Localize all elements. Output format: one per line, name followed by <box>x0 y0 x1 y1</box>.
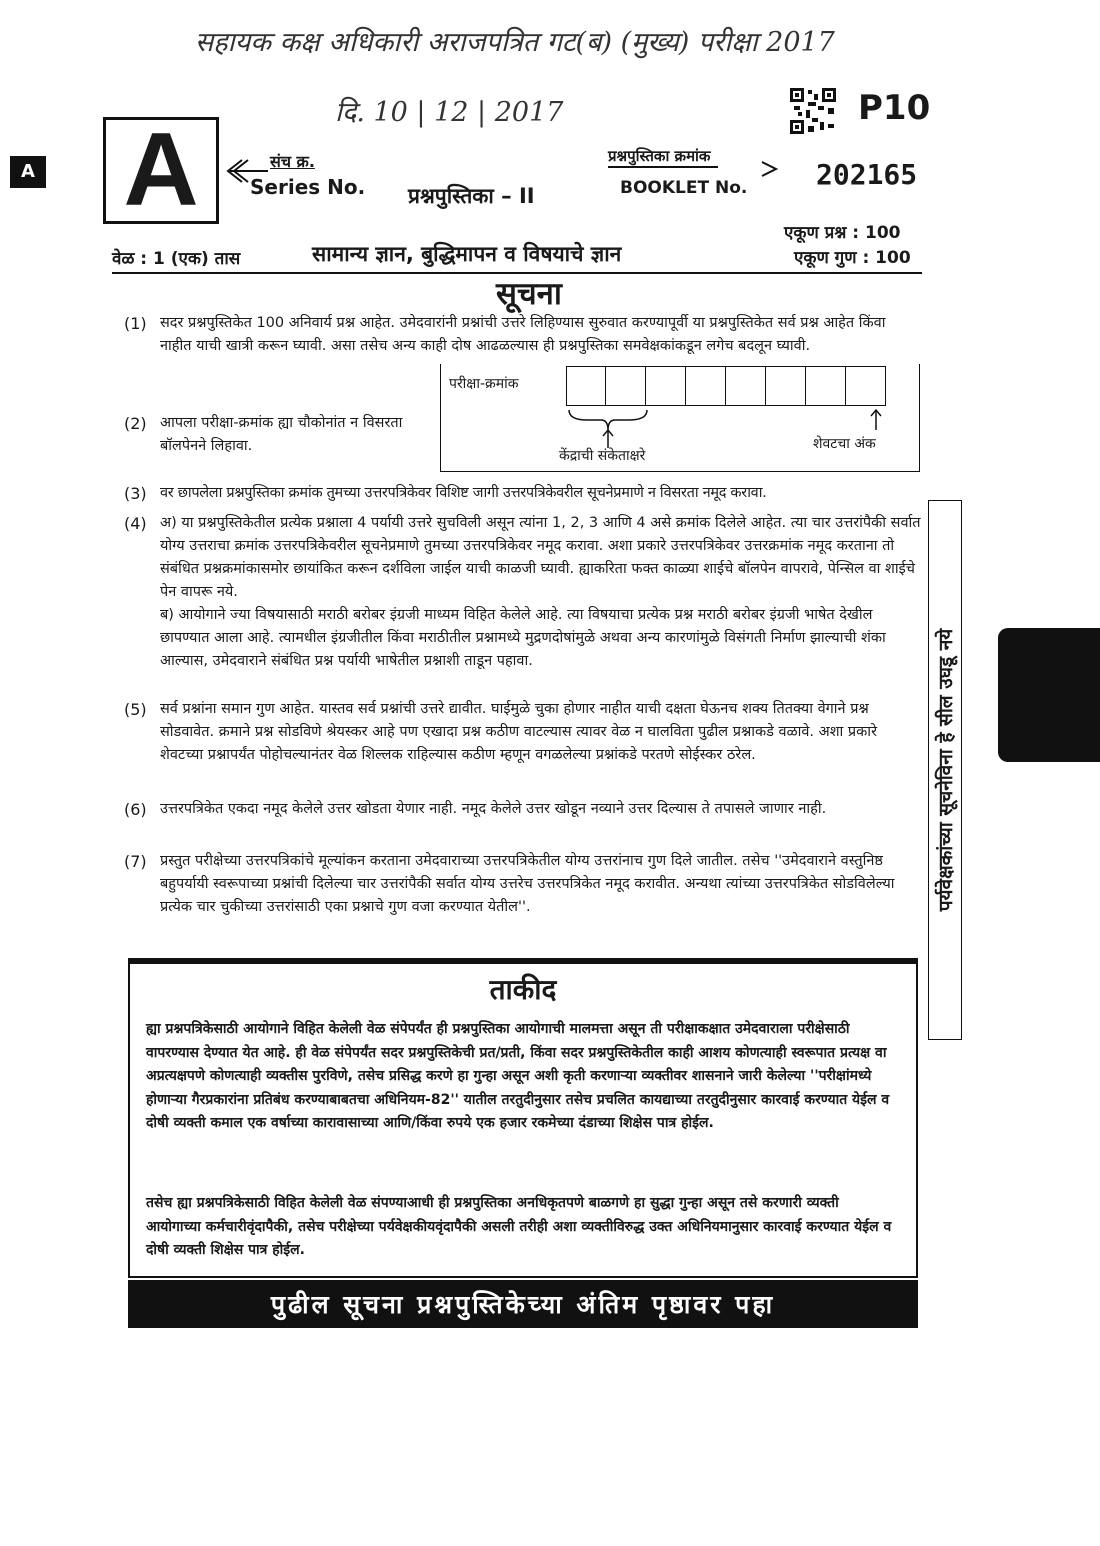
instruction-number: (5) <box>124 700 147 719</box>
footer-banner-text: पुढील सूचना प्रश्नपुस्तिकेच्या अंतिम पृष्ठावर पहा <box>270 1290 776 1319</box>
side-tab <box>10 156 46 188</box>
roll-cell[interactable] <box>846 366 886 406</box>
series-letter: A <box>123 112 199 228</box>
instruction-number: (7) <box>124 852 147 871</box>
roll-number-cells <box>566 366 886 406</box>
instruction-number: (2) <box>124 414 147 433</box>
instructions-heading: सूचना <box>496 276 562 312</box>
paper-code: P10 <box>858 88 931 128</box>
series-label-en: Series No. <box>250 175 366 199</box>
instruction-3: वर छापलेला प्रश्नपुस्तिका क्रमांक तुमच्या उत्तरपत्रिकेवर विशिष्ट जागी उत्तरपत्रिकेवरील सूचनेप्रमाणे न विसरता नमूद करावा. <box>160 485 767 501</box>
seal-note-box <box>928 500 962 1040</box>
handwritten-date: दि. 10 | 12 | 2017 <box>335 97 564 128</box>
warning-para-1: ह्या प्रश्नपत्रिकेसाठी आयोगाने विहित केलेली वेळ संपेपर्यंत ही प्रश्नपुस्तिका आयोगाची मालमत्ता असून ती परीक्षाकक्षात उमेदवाराला परीक्षेसाठी वापरण्यास देण्यात येत आहे. ही वेळ संपेपर्यंत सदर प्रश्नपुस्तिकेची प्रत/प्रती, किंवा सदर प्रश्नपुस्तिकेतील काही आशय कोणत्याही स्वरूपात प्रत्यक्ष वा अप्रत्यक्षपणे कोणत्याही व्यक्तीस पुरविणे, तसेच प्रसिद्ध करणे हा गुन्हा असून अशी कृती करणाऱ्या व्यक्तीवर शासनाने जारी केलेल्या ''परीक्षांमध्ये होणाऱ्या गैरप्रकारांना प्रतिबंध करण्याबाबतचा अधिनियम-82'' यातील तरतुदीनुसार तसेच प्रचलित कायद्याच्या तरतुदीनुसार कारवाई करण्यात येईल व दोषी व्यक्ती कमाल एक वर्षाच्या कारावासाच्या आणि/किंवा रुपये एक हजार रकमेच्या दंडाच्या शिक्षेस पात्र होईल. <box>146 1021 890 1131</box>
booklet-no-label-mr: प्रश्नपुस्तिका क्रमांक <box>608 146 718 168</box>
roll-cell[interactable] <box>726 366 766 406</box>
booklet-number: 202165 <box>816 158 918 191</box>
total-questions: एकूण प्रश्न : 100 <box>784 223 901 243</box>
total-marks: एकूण गुण : 100 <box>794 248 911 268</box>
last-digit-label: शेवटचा अंक <box>813 436 876 452</box>
edge-tab <box>998 628 1100 762</box>
instruction-4a: अ) या प्रश्नपुस्तिकेतील प्रत्येक प्रश्नाला 4 पर्यायी उत्तरे सुचविली असून त्यांना 1, 2, 3 आणि 4 असे क्रमांक दिलेले आहेत. त्या चार उत्तरांपैकी सर्वात योग्य उत्तराचा क्रमांक उत्तरपत्रिकेवरील सूचनेप्रमाणे तुमच्या उत्तरपत्रिकेवर नमूद करावा. अशा प्रकारे उत्तरपत्रिकेवर उत्तरक्रमांक नमूद करताना तो संबंधित प्रश्नक्रमांकासमोर छायांकित करून दर्शविला जाईल याची काळजी घ्यावी. ह्याकरिता फक्त काळ्या शाईचे बॉलपेन वापरावे, पेन्सिल वा शाईचे पेन वापरू नये. <box>160 515 921 600</box>
handwritten-title: सहायक कक्ष अधिकारी अराजपत्रित गट(ब) (मुख्य) परीक्षा 2017 <box>195 27 835 58</box>
instruction-number: (3) <box>124 484 147 503</box>
roll-cell[interactable] <box>766 366 806 406</box>
roll-cell[interactable] <box>806 366 846 406</box>
side-tab-letter: A <box>21 161 35 182</box>
instruction-6: उत्तरपत्रिकेत एकदा नमूद केलेले उत्तर खोडता येणार नाही. नमूद केलेले उत्तर खोडून नव्याने उत्तर दिल्यास ते तपासले जाणार नाही. <box>160 801 827 817</box>
exam-time: वेळ : 1 (एक) तास <box>112 249 241 269</box>
warning-para-2: तसेच ह्या प्रश्नपत्रिकेसाठी विहित केलेली वेळ संपण्याआधी ही प्रश्नपुस्तिका अनधिकृतपणे बाळगणे हा सुद्धा गुन्हा असून तसे करणारी व्यक्ती आयोगाच्या कर्मचारीवृंदापैकी, तसेच परीक्षेच्या पर्यवेक्षकीयवृंदापैकी असली तरीही अशा व्यक्तीविरुद्ध उक्त अधिनियमानुसार कारवाई करण्यात येईल व दोषी व्यक्ती शिक्षेस पात्र होईल. <box>146 1195 892 1258</box>
instruction-5: सर्व प्रश्नांना समान गुण आहेत. यास्तव सर्व प्रश्नांची उत्तरे द्यावीत. घाईमुळे चुका होणार नाहीत याची दक्षता घेऊनच शक्य तितक्या वेगाने प्रश्न सोडवावेत. क्रमाने प्रश्न सोडविणे श्रेयस्कर आहे पण एखादा प्रश्न कठीण वाटल्यास त्यावर वेळ न घालविता पुढील प्रश्नाकडे वळावे. अशा प्रकारे शेवटच्या प्रश्नापर्यंत पोहोचल्यानंतर वेळ शिल्लक राहिल्यास कठीण म्हणून वगळलेल्या प्रश्नांकडे परतणे सोईस्कर ठरेल. <box>160 701 877 763</box>
footer-banner <box>128 1280 918 1328</box>
booklet-arrow-icon <box>760 160 780 178</box>
warning-heading: ताकीद <box>489 973 557 1006</box>
roll-number-box <box>440 364 920 472</box>
roll-cell[interactable] <box>566 366 606 406</box>
instruction-number: (1) <box>124 314 147 333</box>
instruction-7: प्रस्तुत परीक्षेच्या उत्तरपत्रिकांचे मूल्यांकन करताना उमेदवाराच्या उत्तरपत्रिकेतील योग्य उत्तरांनाच गुण दिले जातील. तसेच ''उमेदवाराने वस्तुनिष्ठ बहुपर्यायी स्वरूपाच्या प्रश्नांची दिलेल्या चार उत्तरांपैकी सर्वात योग्य उत्तरेच उत्तरपत्रिकेत नमूद करावीत. अन्यथा त्यांच्या उत्तरपत्रिकेत सोडविलेल्या प्रत्येक चार चुकीच्या उत्तरांसाठी एका प्रश्नाचे गुण वजा करण्यात येतील''. <box>160 853 895 915</box>
exam-subject: सामान्य ज्ञान, बुद्धिमापन व विषयाचे ज्ञान <box>312 242 622 266</box>
instruction-1: सदर प्रश्नपुस्तिकेत 100 अनिवार्य प्रश्न आहेत. उमेदवारांनी प्रश्नांची उत्तरे लिहिण्यास सुरुवात करण्यापूर्वी या प्रश्नपुस्तिकेत सर्व प्रश्न आहेत किंवा नाहीत याची खात्री करून घ्यावी. असा तसेच अन्य काही दोष आढळल्यास ही प्रश्नपुस्तिका समवेक्षकांकडून लगेच बदलून घ्यावी. <box>160 315 886 354</box>
warning-box <box>128 958 918 1278</box>
last-digit-arrow-icon <box>869 408 883 430</box>
instruction-number: (6) <box>124 800 147 819</box>
booklet-no-label-en: BOOKLET No. <box>620 178 748 198</box>
series-label-mr: संच क्र. <box>270 152 315 171</box>
instruction-4b: ब) आयोगाने ज्या विषयासाठी मराठी बरोबर इंग्रजी माध्यम विहित केलेले आहे. त्या विषयाचा प्रत्येक प्रश्न मराठी बरोबर इंग्रजी भाषेत देखील छापण्यात आला आहे. त्यामधील इंग्रजीतील किंवा मराठीतील प्रश्नामध्ये मुद्रणदोषांमुळे अथवा अन्य कारणांमुळे विसंगती निर्माण झाल्याची शंका आल्यास, उमेदवाराने संबंधित प्रश्न पर्यायी भाषेतील प्रश्नाशी ताडून पहावा. <box>160 607 886 669</box>
seal-note-text: पर्यवेक्षकांच्या सूचनेविना हे सील उघडू नये <box>935 628 957 912</box>
instruction-2: आपला परीक्षा-क्रमांक ह्या चौकोनांत न विसरता बॉलपेनने लिहावा. <box>160 415 403 454</box>
center-code-brace-icon <box>567 408 649 448</box>
instruction-number: (4) <box>124 514 147 533</box>
qr-code-icon <box>790 88 836 134</box>
center-code-label: केंद्राची संकेताक्षरे <box>559 448 646 464</box>
booklet-title: प्रश्नपुस्तिका – II <box>408 184 535 208</box>
series-box <box>103 112 219 228</box>
roll-cell[interactable] <box>606 366 646 406</box>
roll-cell[interactable] <box>686 366 726 406</box>
roll-cell[interactable] <box>646 366 686 406</box>
roll-number-label: परीक्षा-क्रमांक <box>449 376 519 392</box>
